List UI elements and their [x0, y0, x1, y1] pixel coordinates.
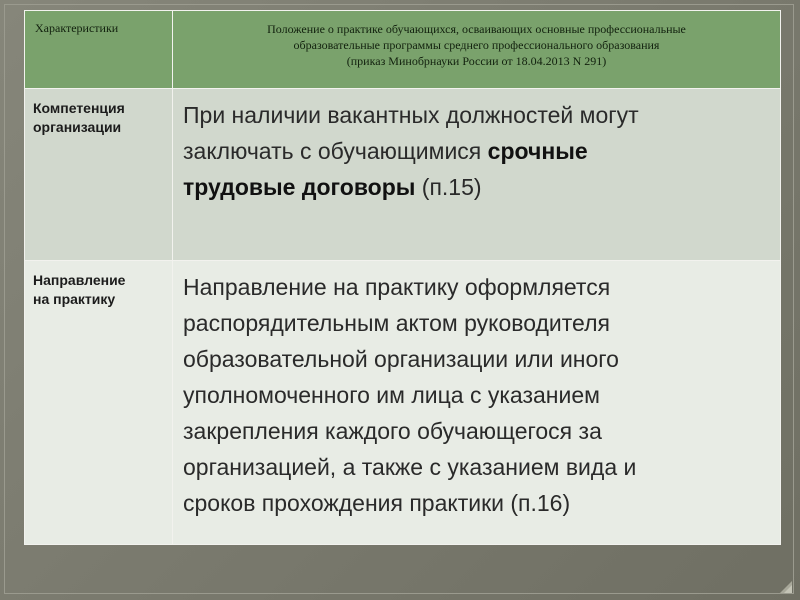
header-regulation-line: образовательные программы среднего профессионального образования — [293, 38, 660, 52]
row-text-line: При наличии вакантных должностей могут — [183, 102, 639, 128]
row-text-line: закрепления каждого обучающегося за — [183, 418, 602, 444]
row-text-line: распорядительным актом руководителя — [183, 310, 610, 336]
row-text-span: заключать с обучающимися — [183, 138, 488, 164]
row-text-line: уполномоченного им лица с указанием — [183, 382, 600, 408]
row-text-bold-span: трудовые договоры — [183, 174, 416, 200]
row-label-line: Компетенция — [33, 100, 125, 116]
row-label-line: организации — [33, 119, 122, 135]
row-text-line: образовательной организации или иного — [183, 346, 619, 372]
comparison-table — [24, 10, 781, 545]
header-regulation-line: Положение о практике обучающихся, осваивающих основные профессиональные — [267, 22, 686, 36]
header-regulation — [173, 11, 781, 89]
header-regulation-line: (приказ Минобрнауки России от 18.04.2013 N 291) — [346, 54, 607, 68]
row-text-bold-span: срочные — [487, 138, 588, 164]
header-characteristics: Характеристики — [25, 11, 173, 89]
row-text-referral — [173, 261, 781, 545]
row-label-competence — [25, 89, 173, 261]
row-text-competence — [173, 89, 781, 261]
row-text-span: (п.15) — [415, 174, 482, 200]
row-text-line: Направление на практику оформляется — [183, 274, 611, 300]
row-text-line — [183, 169, 766, 205]
row-label-line: на практику — [33, 291, 116, 307]
row-text-line — [183, 133, 766, 169]
table-row — [25, 89, 781, 261]
row-label-line: Направление — [33, 272, 126, 288]
row-text-line: сроков прохождения практики (п.16) — [183, 490, 571, 516]
row-label-referral — [25, 261, 173, 545]
table-header-row — [25, 11, 781, 89]
table-row — [25, 261, 781, 545]
slide-corner-mark-icon — [779, 580, 793, 594]
row-text-line: организацией, а также с указанием вида и — [183, 454, 637, 480]
